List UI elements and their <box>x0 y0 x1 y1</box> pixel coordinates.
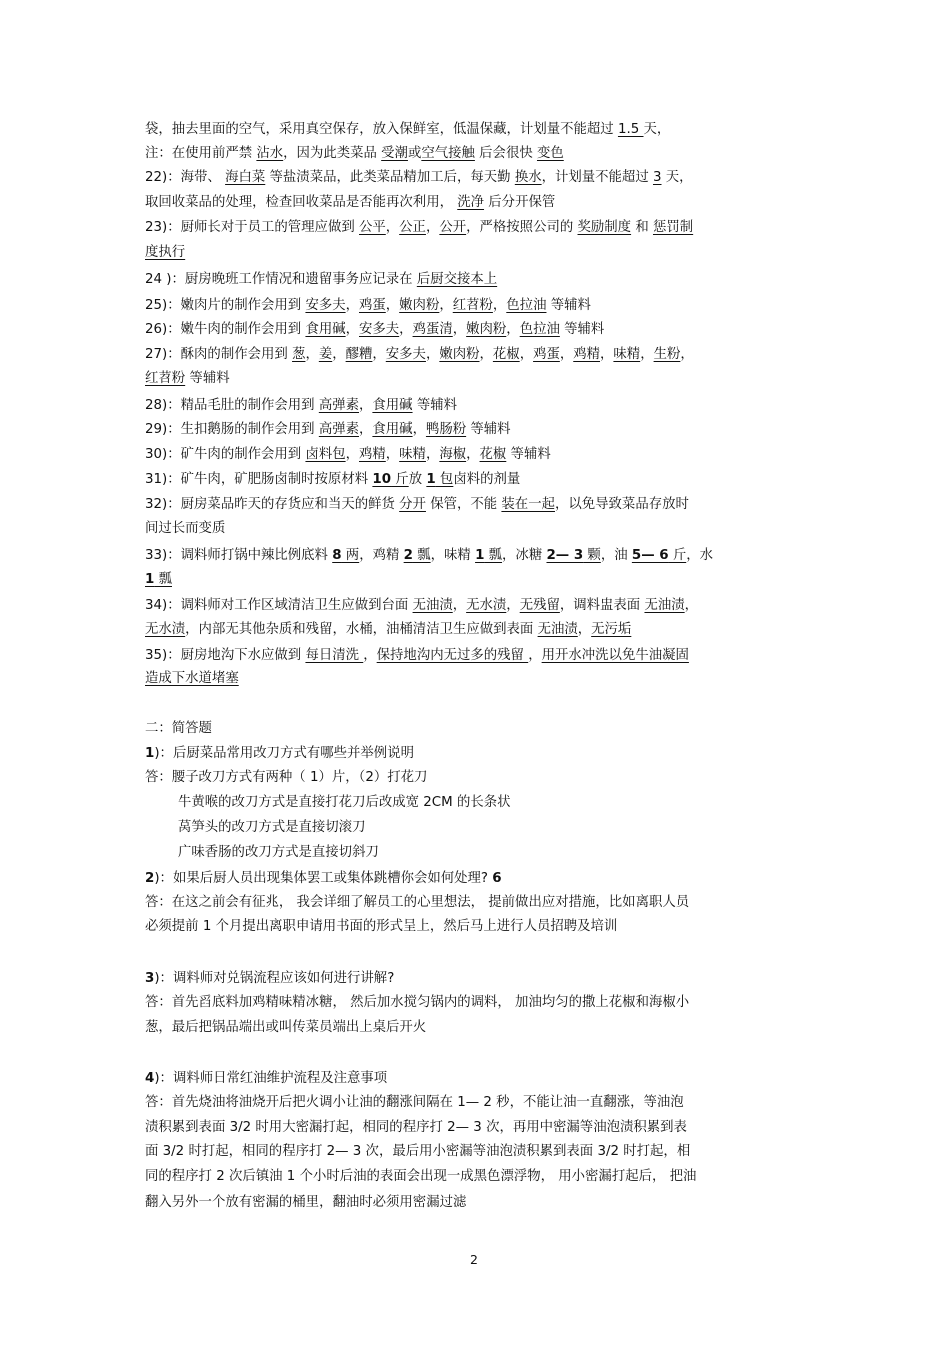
filled-answer: 花椒 <box>492 347 520 362</box>
filled-answer: 惩罚制 <box>652 220 694 235</box>
text-line <box>145 1143 825 1161</box>
text-run: ， <box>640 347 654 362</box>
text-run: ， <box>439 298 453 313</box>
text-run: ， <box>528 648 542 663</box>
filled-answer: 色拉油 <box>519 322 560 337</box>
filled-answer: 无油渍 <box>412 598 453 613</box>
text-run: ， <box>372 347 386 362</box>
text-run: ， <box>466 447 480 462</box>
text-run: 答：腰子改刀方式有两种（ 1）片，（2）打花刀 <box>145 770 428 785</box>
filled-answer: 海白菜 <box>225 170 266 185</box>
text-run: 广味香肠的改刀方式是直接切斜刀 <box>178 845 379 860</box>
text-line <box>145 970 825 988</box>
text-run: ， <box>452 322 467 337</box>
filled-answer: 嫩肉粉 <box>466 322 507 337</box>
text-line <box>145 496 825 514</box>
text-line <box>145 547 825 565</box>
filled-answer: 高弹素 <box>318 422 359 437</box>
text-run: ，计划量不能超过 <box>541 170 653 185</box>
text-run: )：如果后厨人员出现集体罢工或集体跳槽你会如何处理? <box>154 871 493 886</box>
text-run: ， <box>577 622 592 637</box>
text-run: 等辅料 <box>559 322 605 337</box>
filled-answer: 高弹素 <box>318 398 359 413</box>
filled-answer: 10 <box>372 472 392 487</box>
text-line <box>145 520 825 538</box>
text-run: 6 <box>492 871 502 886</box>
filled-answer: 鸭肠粉 <box>425 422 467 437</box>
text-line <box>145 994 825 1012</box>
text-run: 26)：嫩牛肉的制作会用到 <box>145 322 306 337</box>
filled-answer: 造成下水道堵塞 <box>145 671 239 686</box>
text-run: ， <box>559 347 574 362</box>
text-run: 等盐渍菜品，此类菜品精加工后，每天勤 <box>265 170 515 185</box>
filled-answer: 味精 <box>613 347 641 362</box>
text-line <box>145 244 825 262</box>
text-run: 22)：海带、 <box>145 170 226 185</box>
filled-answer: 8 <box>332 548 342 563</box>
filled-answer: 5— 6 <box>631 548 669 563</box>
text-run: 渍积累到表面 3/2 时用大密漏打起，相同的程序打 2— 3 次，再用中密漏等油泡渍积累到表 <box>145 1120 687 1135</box>
text-run: 翻入另外一个放有密漏的桶里，翻油时必须用密漏过滤 <box>145 1195 467 1210</box>
filled-answer: 无水渍 <box>145 622 186 637</box>
text-run: ， <box>363 648 377 663</box>
filled-answer: 公平 <box>359 220 386 235</box>
filled-answer: 葱 <box>292 347 306 362</box>
text-run: 等辅料 <box>546 298 591 313</box>
text-run: 后分开保管 <box>484 195 556 210</box>
filled-answer: 奖励制度 <box>577 220 632 235</box>
filled-answer: 嫩肉粉 <box>399 298 440 313</box>
filled-answer: 颗 <box>583 548 601 563</box>
text-run: 间过长而变质 <box>145 521 226 536</box>
text-line <box>145 918 825 936</box>
text-run: 28)：精品毛肚的制作会用到 <box>145 398 319 413</box>
filled-answer: 卤料包 <box>305 447 346 462</box>
text-run: 放 <box>408 472 427 487</box>
filled-answer: 1.5 <box>617 122 644 137</box>
text-run: ， <box>506 598 520 613</box>
text-line <box>145 121 825 139</box>
text-run: 答：在这之前会有征兆， 我会详细了解员工的心里想法， 提前做出应对措施，比如离职人员 <box>145 895 690 910</box>
text-run: ，调料盅表面 <box>559 598 645 613</box>
text-run: ，严格按照公司的 <box>466 220 578 235</box>
text-line <box>145 720 825 738</box>
text-run: ， <box>479 347 493 362</box>
filled-answer: 用开水冲洗以免牛油凝固 <box>541 648 689 663</box>
text-run: 答：首先舀底料加鸡精味精冰糖， 然后加水搅匀锅内的调料， 加油均匀的撒上花椒和海椒小 <box>145 995 690 1010</box>
text-line <box>145 145 825 163</box>
filled-answer: 安多夫 <box>305 298 346 313</box>
text-run: 等辅料 <box>412 398 457 413</box>
text-run: ，味精 <box>430 548 476 563</box>
filled-answer: 生粉 <box>653 347 681 362</box>
filled-answer: 变色 <box>536 146 564 161</box>
text-line <box>145 1070 825 1088</box>
filled-answer: 红苕粉 <box>452 298 493 313</box>
text-run: ，冰糖 <box>502 548 547 563</box>
text-run: ， <box>385 298 400 313</box>
text-run: )：后厨菜品常用改刀方式有哪些并举例说明 <box>154 746 414 761</box>
filled-answer: 嫩肉粉 <box>439 347 480 362</box>
text-run: ，油 <box>600 548 632 563</box>
filled-answer: 无残留 <box>519 598 560 613</box>
text-run: ， <box>359 422 373 437</box>
text-line <box>145 621 825 639</box>
text-run: ，以免导致菜品存放时 <box>554 497 689 512</box>
text-line <box>145 670 825 688</box>
text-line <box>145 471 825 489</box>
text-run: ，计划量不能超过 <box>506 122 618 137</box>
filled-answer: 1 <box>475 548 485 563</box>
text-run: 或 <box>407 146 422 161</box>
text-line <box>145 894 825 912</box>
text-run: ， <box>506 322 520 337</box>
filled-answer: 瓢 <box>484 548 503 563</box>
text-run: ， <box>399 322 413 337</box>
text-run: 等辅料 <box>506 447 551 462</box>
filled-answer: 换水 <box>514 170 542 185</box>
text-line <box>145 297 825 315</box>
text-run: 同的程序打 2 次后镇油 1 个小时后油的表面会出现一成黑色漂浮物， 用小密漏打起后， 把油 <box>145 1169 697 1184</box>
filled-answer: 鸡精 <box>359 447 386 462</box>
text-line <box>145 321 825 339</box>
text-run: 30)：矿牛肉的制作会用到 <box>145 447 306 462</box>
text-run: 答：首先烧油将油烧开后把火调小让油的翻涨间隔在 1— 2 秒，不能让油一直翻涨，等油泡 <box>145 1095 684 1110</box>
filled-answer: 食用碱 <box>372 398 413 413</box>
text-line <box>145 1194 825 1212</box>
text-run: ， <box>385 447 400 462</box>
text-run: ， <box>332 347 346 362</box>
text-line <box>145 370 825 388</box>
text-line <box>145 271 825 289</box>
filled-answer: 味精 <box>399 447 426 462</box>
filled-answer: 鸡蛋 <box>533 347 560 362</box>
text-run: 等辅料 <box>185 371 230 386</box>
filled-answer: 姜 <box>318 347 333 362</box>
filled-answer: 无油渍 <box>537 622 578 637</box>
text-run: 35)：厨房地沟下水应做到 <box>145 648 306 663</box>
text-run: ， <box>680 347 694 362</box>
text-run: ， <box>425 447 440 462</box>
filled-answer: 1 <box>426 472 436 487</box>
filled-answer: 食用碱 <box>372 422 413 437</box>
filled-answer: 两 <box>341 548 360 563</box>
filled-answer: 装在一起 <box>501 497 555 512</box>
text-run: 27)：酥肉的制作会用到 <box>145 347 293 362</box>
text-run: ， <box>452 598 467 613</box>
text-line <box>145 571 825 589</box>
text-line <box>145 1094 825 1112</box>
text-run: ，水 <box>686 548 713 563</box>
text-run: 4 <box>145 1071 155 1086</box>
text-run: ， <box>345 322 359 337</box>
text-run: ， <box>359 398 373 413</box>
filled-answer: 花椒 <box>479 447 507 462</box>
text-run: )：调料师日常红油维护流程及注意事项 <box>154 1071 388 1086</box>
text-run: 莴笋头的改刀方式是直接切滚刀 <box>178 820 366 835</box>
text-line <box>145 346 825 364</box>
filled-answer: 海椒 <box>439 447 467 462</box>
text-line <box>145 647 825 665</box>
text-run: ，鸡精 <box>359 548 404 563</box>
text-run: 25)：嫩肉片的制作会用到 <box>145 298 306 313</box>
filled-answer: 无油渍 <box>644 598 685 613</box>
text-line <box>145 446 825 464</box>
text-run: 注：在使用前严禁 <box>145 146 257 161</box>
filled-answer: 瓢 <box>412 548 431 563</box>
text-line <box>145 1019 825 1037</box>
text-run: 卤料的剂量 <box>453 472 521 487</box>
text-line <box>178 819 858 837</box>
filled-answer: 3 <box>652 170 662 185</box>
filled-answer: 安多夫 <box>359 322 400 337</box>
text-run: 1 <box>145 746 155 761</box>
page-number: 2 <box>470 1252 478 1267</box>
filled-answer: 鸡蛋清 <box>412 322 453 337</box>
text-run: ， <box>492 298 507 313</box>
text-run: 和 <box>631 220 653 235</box>
text-run: 34)：调料师对工作区域清洁卫生应做到台面 <box>145 598 413 613</box>
filled-answer: 分开 <box>399 497 426 512</box>
text-run: 二：简答题 <box>145 721 212 736</box>
text-run: 3 <box>145 971 155 986</box>
text-line <box>145 219 825 237</box>
text-run: ， <box>385 220 400 235</box>
text-run: )：调料师对兑锅流程应该如何进行讲解? <box>154 971 395 986</box>
filled-answer: 沾水 <box>256 146 284 161</box>
text-run: 面 3/2 时打起，相同的程序打 2— 3 次，最后用小密漏等油泡渍积累到表面 3/2 时打起，相 <box>145 1144 691 1159</box>
filled-answer: 度执行 <box>145 245 186 260</box>
filled-answer: 公开 <box>439 220 467 235</box>
text-run: ， <box>345 447 359 462</box>
text-run: ， <box>425 347 440 362</box>
text-run: ， <box>412 422 426 437</box>
filled-answer: 后厨交接本上 <box>416 272 498 287</box>
filled-answer: 洗净 <box>457 195 485 210</box>
filled-answer: 安多夫 <box>385 347 426 362</box>
text-run: ， <box>425 220 440 235</box>
text-run: 袋，抽去里面的空气，采用真空保存，放入保鲜室，低温保藏 <box>145 122 507 137</box>
text-run: 24 )：厨房晚班工作情况和遗留事务应记录在 <box>145 272 417 287</box>
text-run: 天， <box>643 122 671 137</box>
text-line <box>145 769 825 787</box>
text-line <box>145 1168 825 1186</box>
filled-answer: 2— 3 <box>546 548 584 563</box>
filled-answer: 无水渍 <box>466 598 507 613</box>
filled-answer: 红苕粉 <box>145 371 186 386</box>
text-run: ， <box>684 598 699 613</box>
text-run: 天， <box>661 170 693 185</box>
text-run: 29)：生扣鹅肠的制作会用到 <box>145 422 319 437</box>
text-line <box>145 870 825 888</box>
text-run: ，因为此类菜品 <box>283 146 382 161</box>
filled-answer: 无污垢 <box>591 622 632 637</box>
text-line <box>145 194 825 212</box>
text-run: 33)：调料师打锅中辣比例底料 <box>145 548 333 563</box>
text-run: ，内部无其他杂质和残留，水桶，油桶清洁卫生应做到表面 <box>185 622 538 637</box>
text-run: 等辅料 <box>466 422 511 437</box>
text-run: ， <box>345 298 359 313</box>
filled-answer: 食用碱 <box>305 322 346 337</box>
filled-answer: 1 <box>145 572 155 587</box>
text-run: 牛黄喉的改刀方式是直接打花刀后改成宽 2CM 的长条状 <box>178 795 511 810</box>
filled-answer: 斤 <box>391 472 409 487</box>
text-run: ， <box>519 347 534 362</box>
filled-answer: 2 <box>403 548 413 563</box>
filled-answer: 鸡精 <box>573 347 601 362</box>
text-run: 取回收菜品的处理，检查回收菜品是否能再次利用， <box>145 195 458 210</box>
filled-answer: 空气接触 <box>421 146 475 161</box>
filled-answer: 包 <box>435 472 454 487</box>
filled-answer: 鸡蛋 <box>359 298 386 313</box>
filled-answer: 公正 <box>399 220 426 235</box>
filled-answer: 醪糟 <box>345 347 373 362</box>
text-run: 32)：厨房菜品昨天的存货应和当天的鲜货 <box>145 497 400 512</box>
text-line <box>145 597 825 615</box>
text-line <box>145 1119 825 1137</box>
text-run: 必须提前 1 个月提出离职申请用书面的形式呈上，然后马上进行人员招聘及培训 <box>145 919 618 934</box>
text-run: ， <box>305 347 319 362</box>
text-line <box>145 397 825 415</box>
text-line <box>178 794 858 812</box>
filled-answer: 每日清洗 <box>305 648 364 663</box>
text-run: 23)：厨师长对于员工的管理应做到 <box>145 220 359 235</box>
filled-answer: 保持地沟内无过多的残留 <box>376 648 529 663</box>
text-line <box>145 421 825 439</box>
filled-answer: 斤 <box>668 548 687 563</box>
text-run: 后会很快 <box>474 146 537 161</box>
text-line <box>178 844 858 862</box>
filled-answer: 色拉油 <box>506 298 547 313</box>
text-line <box>145 169 825 187</box>
text-run: 2 <box>145 871 155 886</box>
filled-answer: 瓢 <box>154 572 172 587</box>
text-run: ， <box>600 347 614 362</box>
text-line <box>145 745 825 763</box>
text-run: 葱，最后把锅品端出或叫传菜员端出上桌后开火 <box>145 1020 427 1035</box>
text-run: 保管，不能 <box>425 497 502 512</box>
text-run: 31)：矿牛肉，矿肥肠卤制时按原材料 <box>145 472 373 487</box>
filled-answer: 受潮 <box>381 146 408 161</box>
